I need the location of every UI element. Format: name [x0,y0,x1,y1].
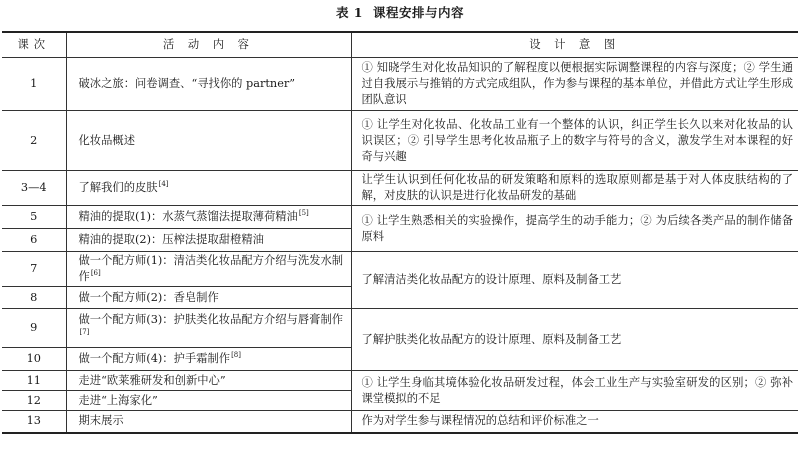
table-row [2,411,798,433]
activity-cell [66,206,351,229]
lesson-number: 8 [30,290,38,304]
design-cell: 让学生认识到任何化妆品的研发策略和原料的选取原则都是基于对人体皮肤结构的了解，对皮肤的认识是进行化妆品研发的基础 [351,171,798,206]
lesson-number: 12 [26,393,41,407]
table-number: 表 1 [335,5,364,20]
lesson-number: 3—4 [20,181,47,194]
table-row [2,111,798,171]
design-cell: 了解清洁类化妆品配方的设计原理、原料及制备工艺 [351,252,798,309]
design-cell: ① 让学生熟悉相关的实验操作，提高学生的动手能力；② 为后续各类产品的制作储备原料 [351,206,798,252]
citation-ref: [5] [298,209,309,218]
table-row [2,309,798,348]
header-lesson: 课次 [2,32,66,58]
lesson-number: 6 [30,233,38,246]
activity-cell: 期末展示 [66,411,351,433]
activity-text: 了解我们的皮肤 [78,181,158,194]
table-row [2,206,798,229]
design-cell: 作为对学生参与课程情况的总结和评价标准之一 [351,411,798,433]
table-header-row [2,32,798,58]
table-row [2,58,798,111]
lesson-number: 7 [30,262,38,275]
activity-text: 做一个配方师(3)：护肤类化妆品配方介绍与唇膏制作 [78,313,344,326]
table-row [2,371,798,391]
design-cell: ① 知晓学生对化妆品知识的了解程度以便根据实际调整课程的内容与深度；② 学生通过自我展示与推销的方式完成组队，作为参与课程的基本单位，并借此方式让学生形成团队意识 [351,58,798,111]
design-cell: ① 让学生对化妆品、化妆品工业有一个整体的认识，纠正学生长久以来对化妆品的认识误区；② 引导学生思考化妆品瓶子上的数字与符号的含义，激发学生对本课程的好奇与兴趣 [351,111,798,171]
activity-cell: 走进“上海家化” [66,391,351,411]
activity-cell: 走进“欧莱雅研发和创新中心” [66,371,351,391]
header-activity: 活 动 内 容 [66,32,351,58]
lesson-number: 13 [26,414,41,428]
activity-cell: 精油的提取(2)：压榨法提取甜橙精油 [66,229,351,252]
lesson-number: 9 [30,321,38,334]
design-cell: ① 让学生身临其境体验化妆品研发过程，体会工业生产与实验室研发的区别；② 弥补课堂模拟的不足 [351,371,798,411]
citation-ref: [4] [158,180,169,189]
header-design: 设 计 意 图 [351,32,798,58]
table-caption [0,3,800,21]
table-row [2,171,798,206]
table-row [2,252,798,287]
activity-text: 做一个配方师(4)：护手霜制作 [78,352,231,365]
activity-cell [66,171,351,206]
activity-cell: 做一个配方师(2)：香皂制作 [66,287,351,309]
activity-cell [66,252,351,287]
activity-cell: 化妆品概述 [66,111,351,171]
lesson-number: 2 [30,133,38,147]
citation-ref: [7] [79,328,90,337]
lesson-number: 10 [26,352,41,365]
activity-cell [66,348,351,371]
design-cell: 了解护肤类化妆品配方的设计原理、原料及制备工艺 [351,309,798,371]
activity-cell [66,309,351,348]
activity-text: 精油的提取(1)：水蒸气蒸馏法提取薄荷精油 [78,210,298,223]
activity-text: 做一个配方师(1)：清洁类化妆品配方介绍与洗发水制作 [78,254,344,283]
lesson-number: 5 [30,210,38,223]
table-title: 课程安排与内容 [373,5,465,20]
lesson-number: 11 [26,373,41,387]
course-schedule-table [2,31,798,434]
lesson-number: 1 [30,77,38,90]
activity-cell: 破冰之旅：问卷调查、“寻找你的 partner” [66,58,351,111]
citation-ref: [8] [231,351,241,360]
citation-ref: [6] [90,269,101,278]
